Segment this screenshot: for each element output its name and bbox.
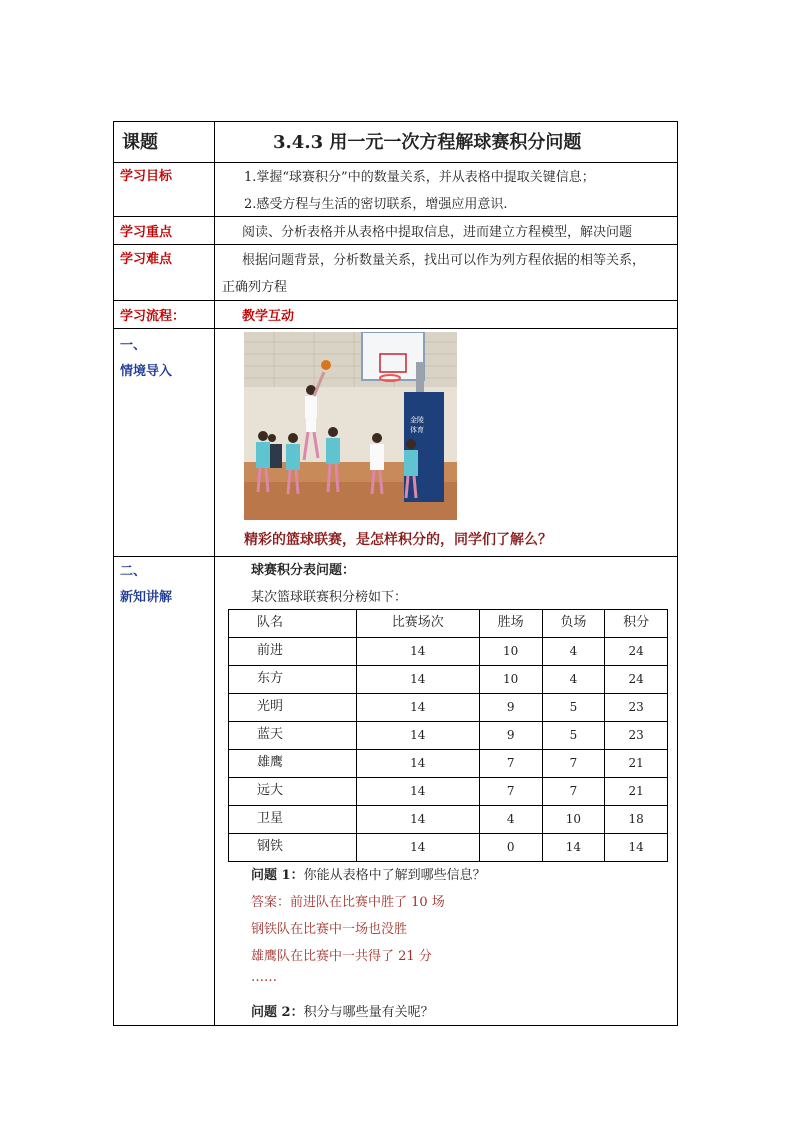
question-1-label: 问题 1： (251, 868, 304, 883)
question-2-text: 积分与哪些量有关呢？ (303, 1005, 434, 1020)
answer-line-2: 钢铁队在比赛中一场也没胜 (251, 922, 408, 937)
table-cell: 5 (542, 694, 605, 722)
table-row (229, 666, 668, 694)
team-name-cell: 卫星 (229, 806, 357, 834)
goal-line-1: 1.掌握“球赛积分”中的数量关系，并从表格中提取关键信息； (244, 170, 595, 185)
team-name-cell: 前进 (229, 638, 357, 666)
process-label: 学习流程： (120, 309, 186, 324)
team-name-cell: 雄鹰 (229, 750, 357, 778)
difficulty-line-1: 根据问题背景，分析数量关系，找出可以作为列方程依据的相等关系， (242, 253, 646, 268)
section1-caption: 精彩的篮球联赛，是怎样积分的，同学们了解么？ (244, 532, 552, 548)
table-cell: 4 (479, 806, 542, 834)
table-cell: 14 (356, 806, 479, 834)
table-cell: 5 (542, 722, 605, 750)
table-cell: 14 (542, 834, 605, 862)
section1-name: 情境导入 (120, 364, 173, 379)
table-cell: 10 (479, 666, 542, 694)
table-cell: 14 (356, 694, 479, 722)
table-header-row (229, 610, 668, 638)
table-cell: 0 (479, 834, 542, 862)
answer-ellipsis: …… (251, 970, 277, 985)
difficulty-line-2: 正确列方程 (222, 280, 288, 295)
column-header: 负场 (542, 610, 605, 638)
table-row (229, 806, 668, 834)
focus-text: 阅读、分析表格并从表格中提取信息，进而建立方程模型，解决问题 (242, 225, 633, 240)
svg-text:体育: 体育 (410, 426, 424, 434)
table-row (229, 694, 668, 722)
section2-number: 二、 (120, 564, 147, 579)
table-cell: 14 (356, 666, 479, 694)
difficulty-label: 学习难点 (120, 252, 173, 267)
basketball-photo (244, 332, 457, 520)
question-2 (251, 1001, 434, 1020)
column-header: 队名 (229, 610, 357, 638)
table-cell: 21 (605, 750, 668, 778)
process-value: 教学互动 (242, 309, 295, 324)
goal-line-2: 2.感受方程与生活的密切联系，增强应用意识. (244, 197, 508, 212)
score-table-body (229, 610, 668, 862)
table-cell: 14 (605, 834, 668, 862)
answer-line-3: 雄鹰队在比赛中一共得了 21 分 (251, 949, 432, 964)
table-cell: 7 (479, 778, 542, 806)
column-header: 胜场 (479, 610, 542, 638)
section2-name: 新知讲解 (120, 590, 173, 605)
table-cell: 24 (605, 638, 668, 666)
table-cell: 14 (356, 778, 479, 806)
table-cell: 23 (605, 722, 668, 750)
table-cell: 14 (356, 834, 479, 862)
table-row (229, 722, 668, 750)
row-divider (114, 556, 677, 557)
page-title: 3.4.3 用一元一次方程解球赛积分问题 (273, 132, 582, 153)
focus-label: 学习重点 (120, 225, 173, 240)
table-cell: 7 (479, 750, 542, 778)
goals-label: 学习目标 (120, 169, 173, 184)
team-name-cell: 钢铁 (229, 834, 357, 862)
table-cell: 21 (605, 778, 668, 806)
table-row (229, 638, 668, 666)
table-cell: 23 (605, 694, 668, 722)
table-cell: 9 (479, 722, 542, 750)
team-name-cell: 蓝天 (229, 722, 357, 750)
row-divider (114, 162, 677, 163)
table-cell: 9 (479, 694, 542, 722)
team-name-cell: 远大 (229, 778, 357, 806)
lesson-plan-table (113, 121, 678, 1026)
table-cell: 4 (542, 638, 605, 666)
table-cell: 7 (542, 778, 605, 806)
table-row (229, 750, 668, 778)
table-cell: 4 (542, 666, 605, 694)
table-cell: 14 (356, 638, 479, 666)
team-name-cell: 光明 (229, 694, 357, 722)
header-label: 课题 (122, 132, 158, 153)
row-divider (114, 300, 677, 301)
question-1 (251, 864, 486, 883)
table-row (229, 834, 668, 862)
table-cell: 10 (542, 806, 605, 834)
table-cell: 24 (605, 666, 668, 694)
column-header: 积分 (605, 610, 668, 638)
table-cell: 18 (605, 806, 668, 834)
score-table (228, 609, 668, 862)
table-cell: 10 (479, 638, 542, 666)
row-divider (114, 328, 677, 329)
table-cell: 14 (356, 750, 479, 778)
section1-number: 一、 (120, 338, 147, 353)
svg-text:金陵: 金陵 (410, 416, 424, 424)
section2-intro: 某次篮球联赛积分榜如下： (251, 590, 408, 605)
team-name-cell: 东方 (229, 666, 357, 694)
section2-title: 球赛积分表问题： (251, 563, 356, 578)
column-header: 比赛场次 (356, 610, 479, 638)
answer-line-1: 答案：前进队在比赛中胜了 10 场 (251, 895, 445, 910)
column-divider (214, 122, 215, 1025)
table-row (229, 778, 668, 806)
question-1-text: 你能从表格中了解到哪些信息？ (303, 868, 486, 883)
question-2-label: 问题 2： (251, 1005, 304, 1020)
table-cell: 7 (542, 750, 605, 778)
row-divider (114, 244, 677, 245)
row-divider (114, 216, 677, 217)
table-cell: 14 (356, 722, 479, 750)
